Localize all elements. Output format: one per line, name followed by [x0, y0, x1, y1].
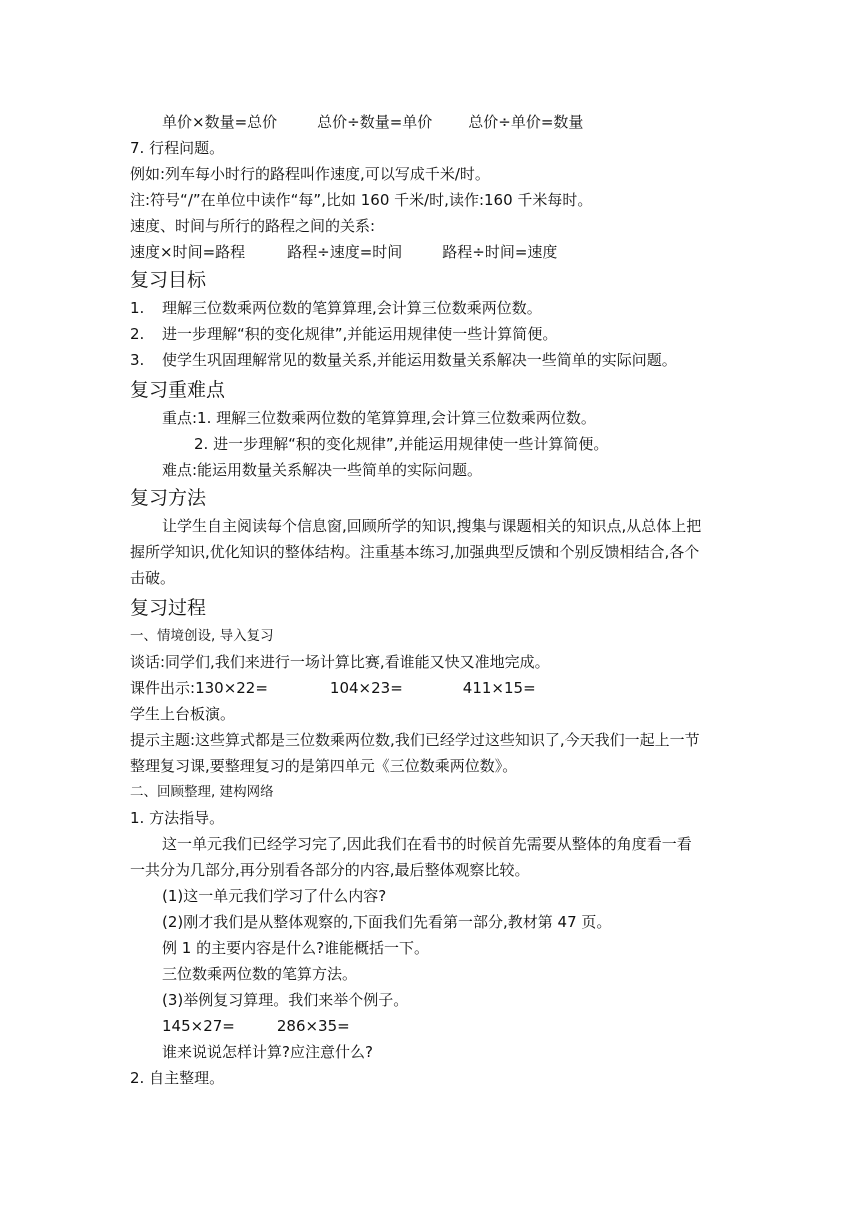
- formula-total-price: 单价×数量=总价: [162, 113, 278, 131]
- goal-text: 使学生巩固理解常见的数量关系,并能运用数量关系解决一些简单的实际问题。: [162, 351, 677, 369]
- question-line: (3)举例复习算理。我们来举个例子。: [162, 991, 409, 1009]
- method-paragraph: 让学生自主阅读每个信息窗,回顾所学的知识,搜集与课题相关的知识点,从总体上把: [162, 517, 702, 535]
- formula-speed: 路程÷时间=速度: [442, 243, 558, 261]
- formula-unit-price: 总价÷数量=单价: [317, 113, 433, 131]
- method-heading: 复习方法: [130, 487, 207, 509]
- calc-expression: 411×15=: [462, 679, 536, 697]
- calc-expression: 130×22=: [195, 679, 268, 697]
- question-line: (2)刚才我们是从整体观察的,下面我们先看第一部分,教材第 47 页。: [162, 913, 612, 931]
- process-heading: 复习过程: [130, 597, 207, 619]
- goal-number: 3.: [130, 351, 145, 369]
- method-paragraph: 握所学知识,优化知识的整体结构。注重基本练习,加强典型反馈和个别反馈相结合,各个: [130, 543, 700, 561]
- board-line: 学生上台板演。: [130, 705, 236, 723]
- courseware-line: [130, 678, 730, 698]
- formula-time: 路程÷速度=时间: [287, 243, 403, 261]
- formula-distance: 速度×时间=路程: [130, 243, 246, 261]
- calc-expression: 104×23=: [329, 679, 403, 697]
- question-line: 谁来说说怎样计算?应注意什么?: [162, 1043, 373, 1061]
- answer-line: 三位数乘两位数的笔算方法。: [162, 965, 358, 983]
- guide-title: 1. 方法指导。: [130, 809, 225, 827]
- calc-expression: 286×35=: [276, 1017, 350, 1035]
- question-line: (1)这一单元我们学习了什么内容?: [162, 887, 387, 905]
- difficulty-line: 难点:能运用数量关系解决一些简单的实际问题。: [162, 461, 483, 479]
- key-point-line: 重点:1. 理解三位数乘两位数的笔算算理,会计算三位数乘两位数。: [162, 409, 596, 427]
- goals-heading: 复习目标: [130, 269, 207, 291]
- theme-line: 提示主题:这些算式都是三位数乘两位数,我们已经学过这些知识了,今天我们一起上一节: [130, 731, 700, 749]
- example-calcs: [162, 1016, 762, 1036]
- guide-paragraph: 一共分为几部分,再分别看各部分的内容,最后整体观察比较。: [130, 861, 530, 879]
- goal-text: 理解三位数乘两位数的笔算算理,会计算三位数乘两位数。: [162, 299, 542, 317]
- key-point-line: 2. 进一步理解“积的变化规律”,并能运用规律使一些计算简便。: [194, 435, 609, 453]
- question-line: 例 1 的主要内容是什么?谁能概括一下。: [162, 939, 430, 957]
- travel-formulas: [130, 242, 730, 262]
- method-paragraph: 击破。: [130, 569, 176, 587]
- travel-title: 7. 行程问题。: [130, 139, 225, 157]
- formula-quantity: 总价÷单价=数量: [468, 113, 584, 131]
- talk-line: 谈话:同学们,我们来进行一场计算比赛,看谁能又快又准地完成。: [130, 653, 550, 671]
- part1-title: 一、情境创设, 导入复习: [130, 628, 274, 644]
- self-organize-title: 2. 自主整理。: [130, 1069, 225, 1087]
- goal-item: [130, 324, 730, 344]
- goal-number: 2.: [130, 325, 145, 343]
- key-points-heading: 复习重难点: [130, 379, 226, 401]
- goal-item: [130, 350, 730, 370]
- price-formulas: [162, 112, 762, 132]
- theme-line: 整理复习课,要整理复习的是第四单元《三位数乘两位数》。: [130, 757, 518, 775]
- guide-paragraph: 这一单元我们已经学习完了,因此我们在看书的时候首先需要从整体的角度看一看: [162, 835, 692, 853]
- travel-relation: 速度、时间与所行的路程之间的关系:: [130, 217, 376, 235]
- travel-example: 例如:列车每小时行的路程叫作速度,可以写成千米/时。: [130, 165, 490, 183]
- part2-title: 二、回顾整理, 建构网络: [130, 784, 274, 800]
- goal-text: 进一步理解“积的变化规律”,并能运用规律使一些计算简便。: [162, 325, 558, 343]
- courseware-label: 课件出示:: [130, 679, 196, 697]
- goal-item: [130, 298, 730, 318]
- travel-note: 注:符号“/”在单位中读作“每”,比如 160 千米/时,读作:160 千米每时。: [130, 191, 593, 209]
- calc-expression: 145×27=: [162, 1017, 235, 1035]
- goal-number: 1.: [130, 299, 145, 317]
